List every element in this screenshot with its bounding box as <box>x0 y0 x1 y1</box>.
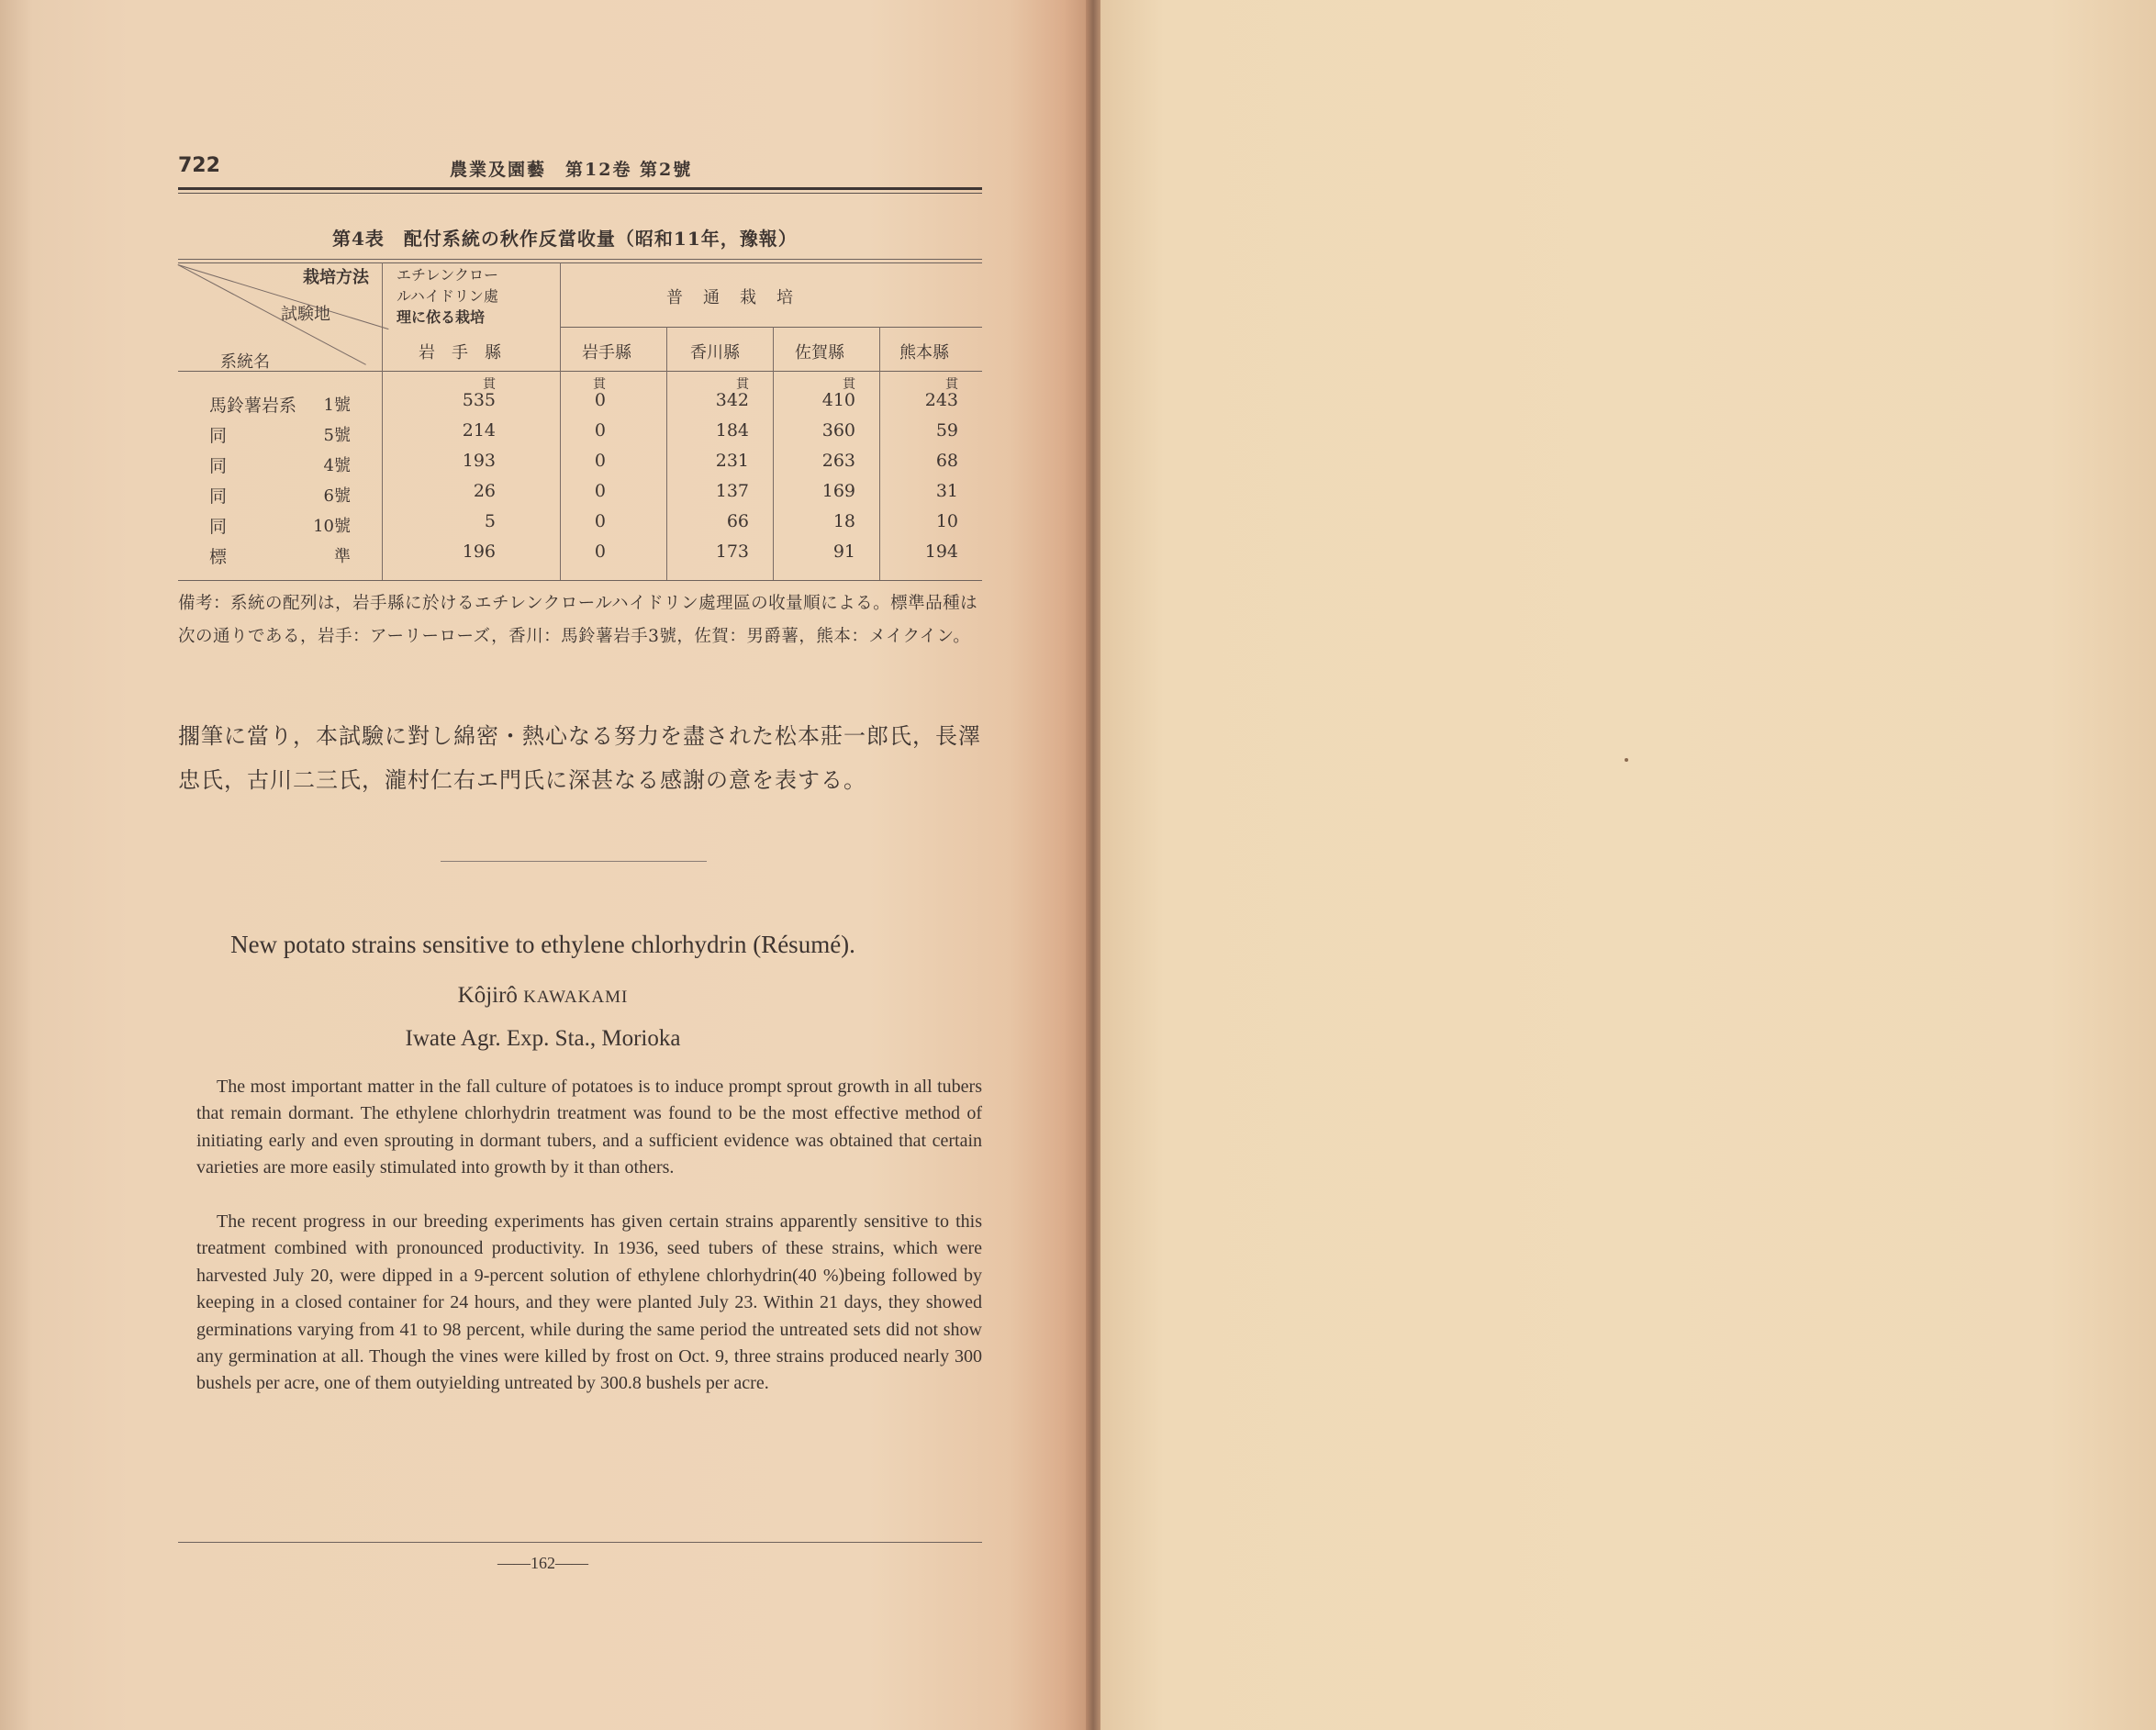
table-mid-rule <box>560 327 982 328</box>
row-number: 5號 <box>323 426 351 445</box>
table-vrule-4 <box>773 327 774 580</box>
col-saga: 佐賀縣 <box>795 343 844 363</box>
corner-method: 栽培方法 <box>303 268 369 287</box>
cell-value: 26 <box>473 481 496 501</box>
cell-value: 0 <box>594 451 606 471</box>
unit-label: 貫 <box>736 377 749 392</box>
cell-value: 410 <box>821 390 855 410</box>
treated-heading-2: ルハイドリン處 <box>397 287 498 305</box>
footer-rule <box>178 1542 982 1543</box>
cell-value: 196 <box>462 541 496 562</box>
footer-page-number: ——162—— <box>497 1554 588 1572</box>
row-name: 標 <box>209 547 228 567</box>
cell-value: 342 <box>715 390 749 410</box>
cell-value: 231 <box>715 451 749 471</box>
cell-value: 0 <box>594 541 606 562</box>
cell-value: 535 <box>462 390 496 410</box>
table-top-rule <box>178 259 982 260</box>
row-name: 同 <box>209 456 228 476</box>
cell-value: 243 <box>924 390 958 410</box>
table-bottom-rule <box>178 580 982 581</box>
cell-value: 169 <box>821 481 855 501</box>
resume-paragraph-2: The recent progress in our breeding experiments has given certain strains apparently sensitive to this treatment combined with pronounced productivity. In 1936, seed tubers of these strains, which were harvested July 20, were dipped in a 9-percent solution of ethylene chlorhydrin(40 %)being followed by keeping in a closed container for 24 hours, and they were planted July 23. Within 21 days, they showed germinations varying from 41 to 98 percent, while during the same period the untreated sets did not show any germination at all. Though the vines were killed by frost on Oct. 9, three strains produced nearly 300 bushels per acre, one of them outyielding untreated by 300.8 bushels per acre. <box>196 1211 982 1394</box>
cell-value: 173 <box>715 541 749 562</box>
treated-heading-3: 理に依る栽培 <box>397 308 486 326</box>
cell-value: 214 <box>462 420 496 441</box>
resume-affiliation: Iwate Agr. Exp. Sta., Morioka <box>405 1026 681 1051</box>
cell-value: 91 <box>832 541 855 562</box>
journal-title: 農業及園藝 第12卷 第2號 <box>450 160 693 180</box>
normal-heading: 普 通 栽 培 <box>666 288 795 307</box>
row-number: 6號 <box>323 486 351 506</box>
right-page-blank <box>1100 0 2156 1730</box>
row-name: 同 <box>209 517 228 537</box>
table-top-rule-2 <box>178 262 982 263</box>
resume-title: New potato strains sensitive to ethylene chlorhydrin (Résumé). <box>230 931 855 958</box>
cell-value: 66 <box>726 511 749 531</box>
cell-value: 59 <box>935 420 958 441</box>
cell-value: 10 <box>935 511 958 531</box>
acknowledgement: 擱筆に當り，本試驗に對し綿密・熱心なる努力を盡された松本莊一郎氏，長澤忠氏，古川二三氏，瀧村仁右エ門氏に深甚なる感謝の意を表する。 <box>178 723 981 793</box>
cell-value: 0 <box>594 511 606 531</box>
cell-value: 360 <box>821 420 855 441</box>
resume-paragraph-1: The most important matter in the fall culture of potatoes is to induce prompt sprout growth in all tubers that remain dormant. The ethylene chlorhydrin treatment was found to be the most effective method of initiating early and even sprouting in dormant tubers, and a sufficient evidence was obtained that certain varieties are more easily stimulated into growth by it than others. <box>196 1077 982 1178</box>
col-kumamoto: 熊本縣 <box>899 343 949 363</box>
section-separator <box>441 861 707 862</box>
header-rule-thin <box>178 193 982 194</box>
table-note: 備考：系統の配列は，岩手縣に於けるエチレンクロールハイドリン處理區の收量順による。標準品種は次の通りである，岩手：アーリーローズ，香川：馬鈴薯岩手3號，佐賀：男爵薯，熊本：メイクイン。 <box>178 594 978 646</box>
cell-value: 5 <box>484 511 496 531</box>
row-name: 同 <box>209 426 228 446</box>
row-name: 同 <box>209 486 228 507</box>
author-last-name: KAWAKAMI <box>523 988 629 1007</box>
cell-value: 137 <box>715 481 749 501</box>
row-number: 4號 <box>323 456 351 475</box>
table-vrule-5 <box>879 327 880 580</box>
col-iwate: 岩手縣 <box>582 343 631 363</box>
cell-value: 184 <box>715 420 749 441</box>
col-iwate-treated: 岩 手 縣 <box>419 343 501 363</box>
cell-value: 18 <box>832 511 855 531</box>
header-rule <box>178 187 982 190</box>
author-first-name: Kôjirô <box>457 983 518 1008</box>
unit-label: 貫 <box>593 377 606 392</box>
unit-label: 貫 <box>483 377 496 392</box>
book-gutter <box>1086 0 1100 1730</box>
cell-value: 0 <box>594 390 606 410</box>
cell-value: 31 <box>935 481 958 501</box>
row-number: 1號 <box>323 396 351 415</box>
yield-table <box>178 259 982 582</box>
unit-label: 貫 <box>843 377 855 392</box>
row-name: 馬鈴薯岩系 <box>209 396 297 416</box>
treated-heading-1: エチレンクロー <box>397 266 498 284</box>
cell-value: 194 <box>924 541 958 562</box>
cell-value: 68 <box>935 451 958 471</box>
table-vrule-3 <box>666 327 667 580</box>
corner-site: 試験地 <box>281 305 330 324</box>
cell-value: 0 <box>594 481 606 501</box>
row-number: 準 <box>334 547 351 566</box>
paper-speck <box>1625 758 1628 762</box>
table-head-rule <box>178 371 982 372</box>
col-kagawa: 香川縣 <box>690 343 740 363</box>
cell-value: 193 <box>462 451 496 471</box>
corner-line: 系統名 <box>220 352 270 372</box>
table-vrule-1 <box>382 262 383 580</box>
unit-label: 貫 <box>945 377 958 392</box>
resume-author <box>0 983 1086 1009</box>
cell-value: 0 <box>594 420 606 441</box>
page-number: 722 <box>178 154 220 177</box>
row-number: 10號 <box>313 517 351 536</box>
cell-value: 263 <box>821 451 855 471</box>
table-caption: 第4表 配付系統の秋作反當收量（昭和11年，豫報） <box>332 228 798 250</box>
